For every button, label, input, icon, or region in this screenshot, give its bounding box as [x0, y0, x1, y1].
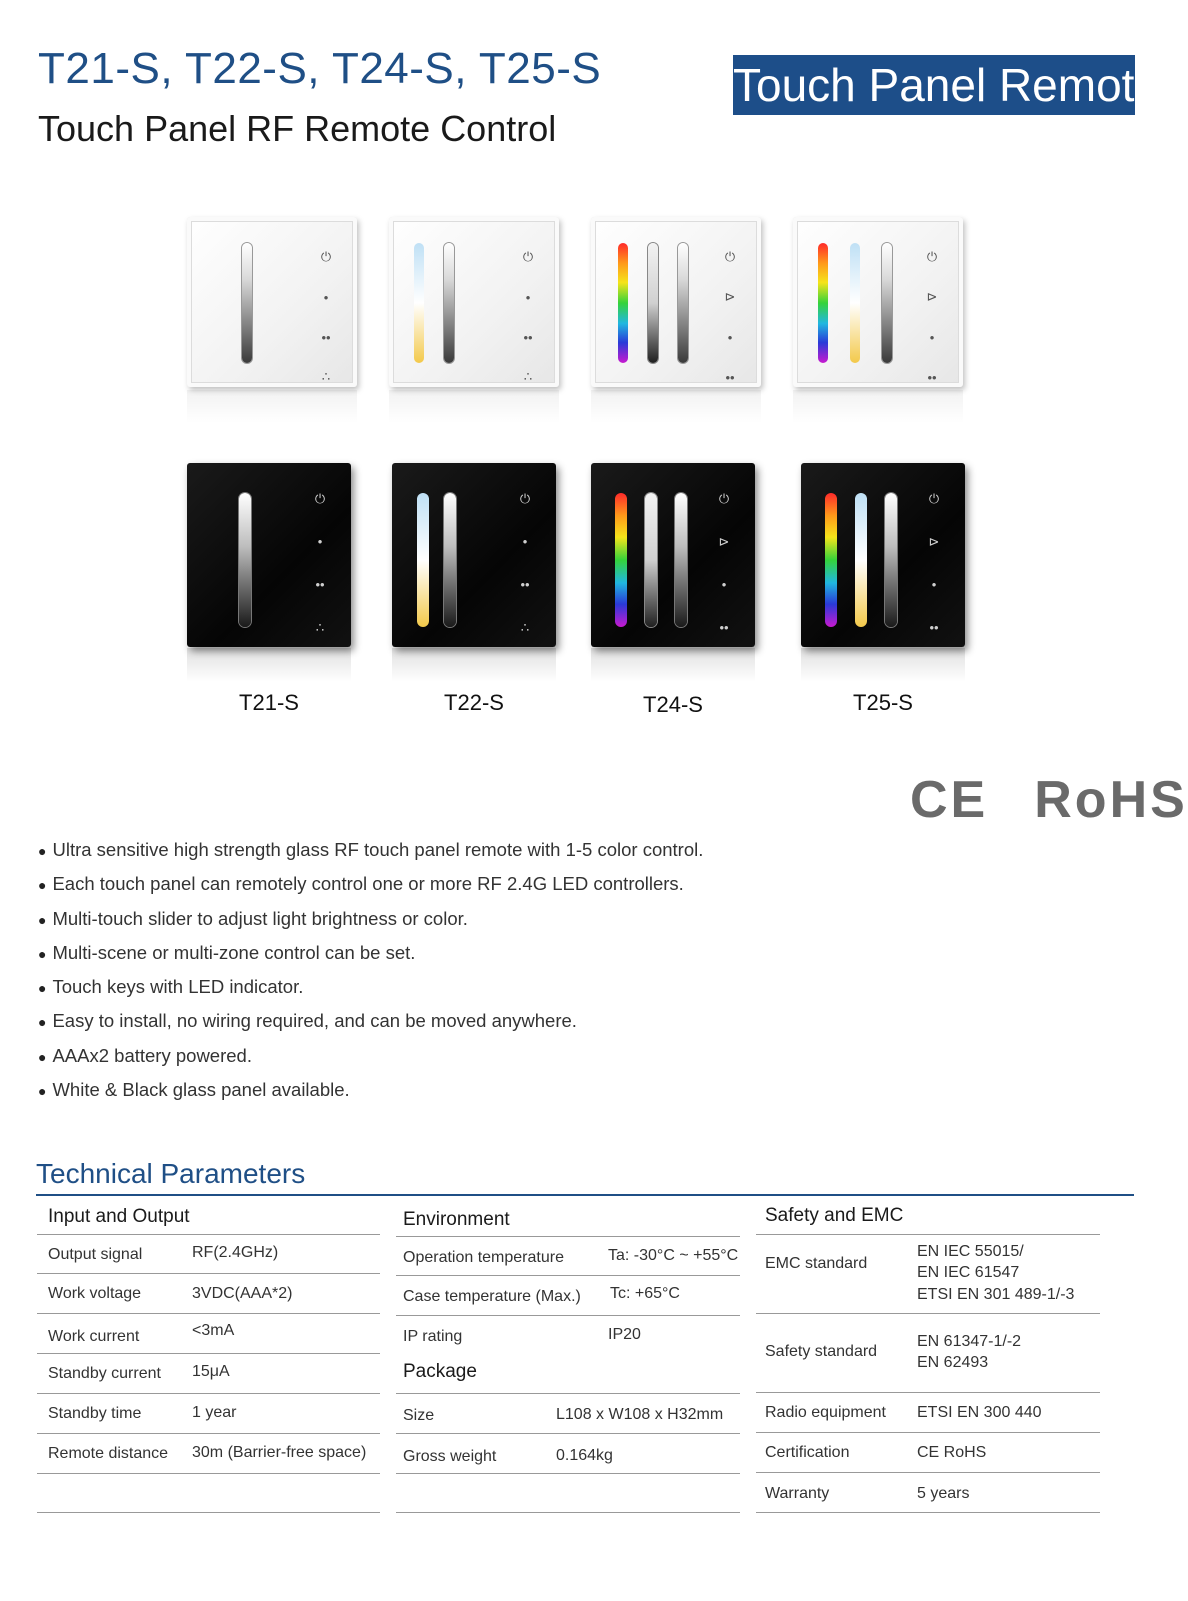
rgb-slider — [618, 243, 628, 363]
zone-1-dot-icon: • — [525, 289, 531, 305]
brightness-slider — [242, 243, 252, 363]
power-icon: ⏻ — [320, 249, 332, 264]
reflection — [801, 648, 965, 682]
touch-keys — [514, 477, 536, 649]
table-heading — [37, 1196, 380, 1235]
row-label: Radio equipment — [765, 1404, 886, 1421]
brightness-slider — [882, 243, 892, 363]
row-value: 30m (Barrier-free space) — [192, 1444, 367, 1461]
table-heading-package — [396, 1355, 740, 1394]
table-row — [396, 1276, 740, 1316]
table-heading — [756, 1196, 1100, 1235]
row-label: Work current — [48, 1328, 140, 1345]
row-label: Standby time — [48, 1405, 142, 1422]
zone-2-dots-icon: •• — [315, 577, 325, 592]
table-row — [37, 1354, 380, 1394]
power-icon: ⏻ — [724, 249, 736, 264]
table-row — [756, 1433, 1100, 1473]
feature-item: ● Each touch panel can remotely control one or more RF 2.4G LED controllers. — [38, 867, 703, 901]
zone-2-dots-icon: •• — [520, 577, 530, 592]
table-row-empty — [396, 1474, 740, 1513]
table-row — [37, 1235, 380, 1274]
power-icon: ⏻ — [718, 490, 730, 506]
table-row — [396, 1394, 740, 1434]
row-value: 1 year — [192, 1404, 237, 1421]
product-label-t21: T21-S — [239, 690, 299, 715]
power-icon: ⏻ — [928, 490, 940, 506]
brightness-slider — [239, 493, 251, 627]
rohs-mark: RoHS — [1034, 771, 1188, 829]
heading-text: Package — [403, 1361, 477, 1382]
row-label: Size — [403, 1407, 435, 1424]
row-value: Ta: -30°C ~ +55°C — [608, 1247, 739, 1264]
table-safety-emc — [756, 1196, 1100, 1513]
zone-2-dots-icon: •• — [929, 620, 939, 635]
zone-1-dot-icon: • — [317, 534, 323, 549]
brightness-slider — [444, 243, 454, 363]
row-label: Certification — [765, 1444, 850, 1461]
table-row — [37, 1314, 380, 1354]
product-image-t22-black — [392, 463, 556, 647]
table-row — [756, 1473, 1100, 1513]
product-image-t21-white — [187, 217, 357, 387]
power-icon: ⏻ — [519, 490, 531, 506]
white-slider — [648, 243, 658, 363]
row-value: EN IEC 61547 — [917, 1264, 1020, 1281]
power-icon: ⏻ — [314, 490, 326, 506]
row-value: EN IEC 55015/ — [917, 1243, 1024, 1260]
brightness-slider — [678, 243, 688, 363]
row-value: RF(2.4GHz) — [192, 1244, 279, 1261]
table-row — [756, 1235, 1100, 1314]
feature-item: ● Easy to install, no wiring required, and can be moved anywhere. — [38, 1004, 703, 1038]
row-value: 3VDC(AAA*2) — [192, 1285, 293, 1302]
touch-keys — [923, 477, 945, 649]
table-row — [396, 1237, 740, 1276]
feature-item: ● Touch keys with LED indicator. — [38, 970, 703, 1004]
row-value: EN 62493 — [917, 1354, 989, 1371]
table-heading — [396, 1196, 740, 1237]
row-label: Work voltage — [48, 1285, 142, 1302]
rgb-slider — [615, 493, 627, 627]
feature-list — [38, 833, 703, 1107]
table-row — [756, 1314, 1100, 1393]
play-icon: ⊳ — [926, 289, 938, 304]
page-title: T21-S, T22-S, T24-S, T25-S — [38, 44, 602, 93]
row-label: Case temperature (Max.) — [403, 1288, 581, 1305]
row-label: Remote distance — [48, 1445, 169, 1462]
table-row — [756, 1393, 1100, 1433]
zone-1-dot-icon: • — [522, 534, 528, 549]
reflection — [187, 648, 351, 682]
feature-item: ● Ultra sensitive high strength glass RF touch panel remote with 1-5 color control. — [38, 833, 703, 867]
reflection — [389, 390, 559, 424]
feature-item: ● Multi-touch slider to adjust light brightness or color. — [38, 902, 703, 936]
zone-3-dots-icon: ∴ — [523, 369, 533, 384]
brightness-slider — [885, 493, 897, 627]
play-icon: ⊳ — [928, 533, 940, 549]
product-image-t25-black — [801, 463, 965, 647]
row-value: ETSI EN 300 440 — [917, 1404, 1042, 1421]
play-icon: ⊳ — [718, 533, 730, 549]
table-row — [37, 1434, 380, 1474]
brightness-slider — [675, 493, 687, 627]
zone-1-dot-icon: • — [323, 289, 329, 305]
power-icon: ⏻ — [926, 249, 938, 264]
rgb-slider — [825, 493, 837, 627]
zone-1-dot-icon: • — [931, 577, 937, 592]
row-value: 5 years — [917, 1485, 970, 1502]
table-environment — [396, 1196, 740, 1513]
product-label-t24: T24-S — [643, 692, 703, 717]
category-badge: Touch Panel Remote — [733, 55, 1135, 115]
heading-text: Safety and EMC — [765, 1205, 904, 1226]
cct-slider — [850, 243, 860, 363]
cct-slider — [417, 493, 429, 627]
product-image-t21-black — [187, 463, 351, 647]
product-image-t22-white — [389, 217, 559, 387]
table-input-output — [37, 1196, 380, 1513]
rgb-slider — [818, 243, 828, 363]
feature-item: ● Multi-scene or multi-zone control can be set. — [38, 936, 703, 970]
touch-keys — [921, 237, 943, 397]
reflection — [187, 390, 357, 424]
product-image-t25-white — [793, 217, 963, 387]
section-title-technical-parameters: Technical Parameters — [36, 1158, 306, 1189]
table-row — [37, 1394, 380, 1434]
row-value: IP20 — [608, 1326, 641, 1343]
row-value: ETSI EN 301 489-1/-3 — [917, 1286, 1075, 1303]
brightness-slider — [444, 493, 456, 627]
zone-2-dots-icon: •• — [719, 620, 729, 635]
touch-keys — [517, 237, 539, 397]
zone-2-dots-icon: •• — [725, 369, 735, 385]
reflection — [591, 648, 755, 682]
page-subtitle: Touch Panel RF Remote Control — [38, 108, 557, 149]
touch-keys — [719, 237, 741, 397]
row-value: L108 x W108 x H32mm — [556, 1406, 724, 1423]
power-icon: ⏻ — [522, 249, 534, 264]
reflection — [392, 648, 556, 682]
row-label: Output signal — [48, 1246, 143, 1263]
row-value: CE RoHS — [917, 1444, 987, 1461]
zone-1-dot-icon: • — [727, 329, 733, 345]
row-label: IP rating — [403, 1328, 463, 1345]
row-value: 0.164kg — [556, 1447, 613, 1464]
product-label-t25: T25-S — [853, 690, 913, 715]
touch-keys — [713, 477, 735, 649]
zone-2-dots-icon: •• — [523, 329, 533, 345]
heading-text: Input and Output — [48, 1206, 190, 1227]
zone-2-dots-icon: •• — [927, 369, 937, 385]
product-image-t24-black — [591, 463, 755, 647]
zone-1-dot-icon: • — [929, 329, 935, 345]
zone-3-dots-icon: ∴ — [520, 619, 530, 635]
row-label: Operation temperature — [403, 1249, 564, 1266]
row-label: Safety standard — [765, 1343, 878, 1360]
reflection — [591, 390, 761, 424]
product-image-t24-white — [591, 217, 761, 387]
zone-1-dot-icon: • — [721, 577, 727, 592]
feature-item: ● AAAx2 battery powered. — [38, 1039, 703, 1073]
row-label: Standby current — [48, 1365, 161, 1382]
table-row-empty — [37, 1474, 380, 1513]
play-icon: ⊳ — [724, 289, 736, 304]
cct-slider — [855, 493, 867, 627]
row-value: Tc: +65°C — [610, 1285, 680, 1302]
product-label-t22: T22-S — [444, 690, 504, 715]
row-value: EN 61347-1/-2 — [917, 1333, 1022, 1350]
row-label: EMC standard — [765, 1255, 868, 1272]
touch-keys — [309, 477, 331, 649]
row-value: 15μA — [192, 1363, 230, 1380]
ce-mark: CE — [910, 771, 989, 829]
touch-keys — [315, 237, 337, 397]
table-row — [396, 1434, 740, 1474]
row-value: <3mA — [192, 1322, 235, 1339]
certification-marks — [910, 770, 1188, 830]
heading-text: Environment — [403, 1209, 510, 1230]
reflection — [793, 390, 963, 424]
zone-2-dots-icon: •• — [321, 329, 331, 345]
table-row — [396, 1316, 740, 1355]
table-row — [37, 1274, 380, 1314]
cct-slider — [414, 243, 424, 363]
row-label: Gross weight — [403, 1448, 497, 1465]
zone-3-dots-icon: ∴ — [321, 369, 331, 384]
row-label: Warranty — [765, 1485, 830, 1502]
zone-3-dots-icon: ∴ — [315, 619, 325, 635]
white-slider — [645, 493, 657, 627]
feature-item: ● White & Black glass panel available. — [38, 1073, 703, 1107]
